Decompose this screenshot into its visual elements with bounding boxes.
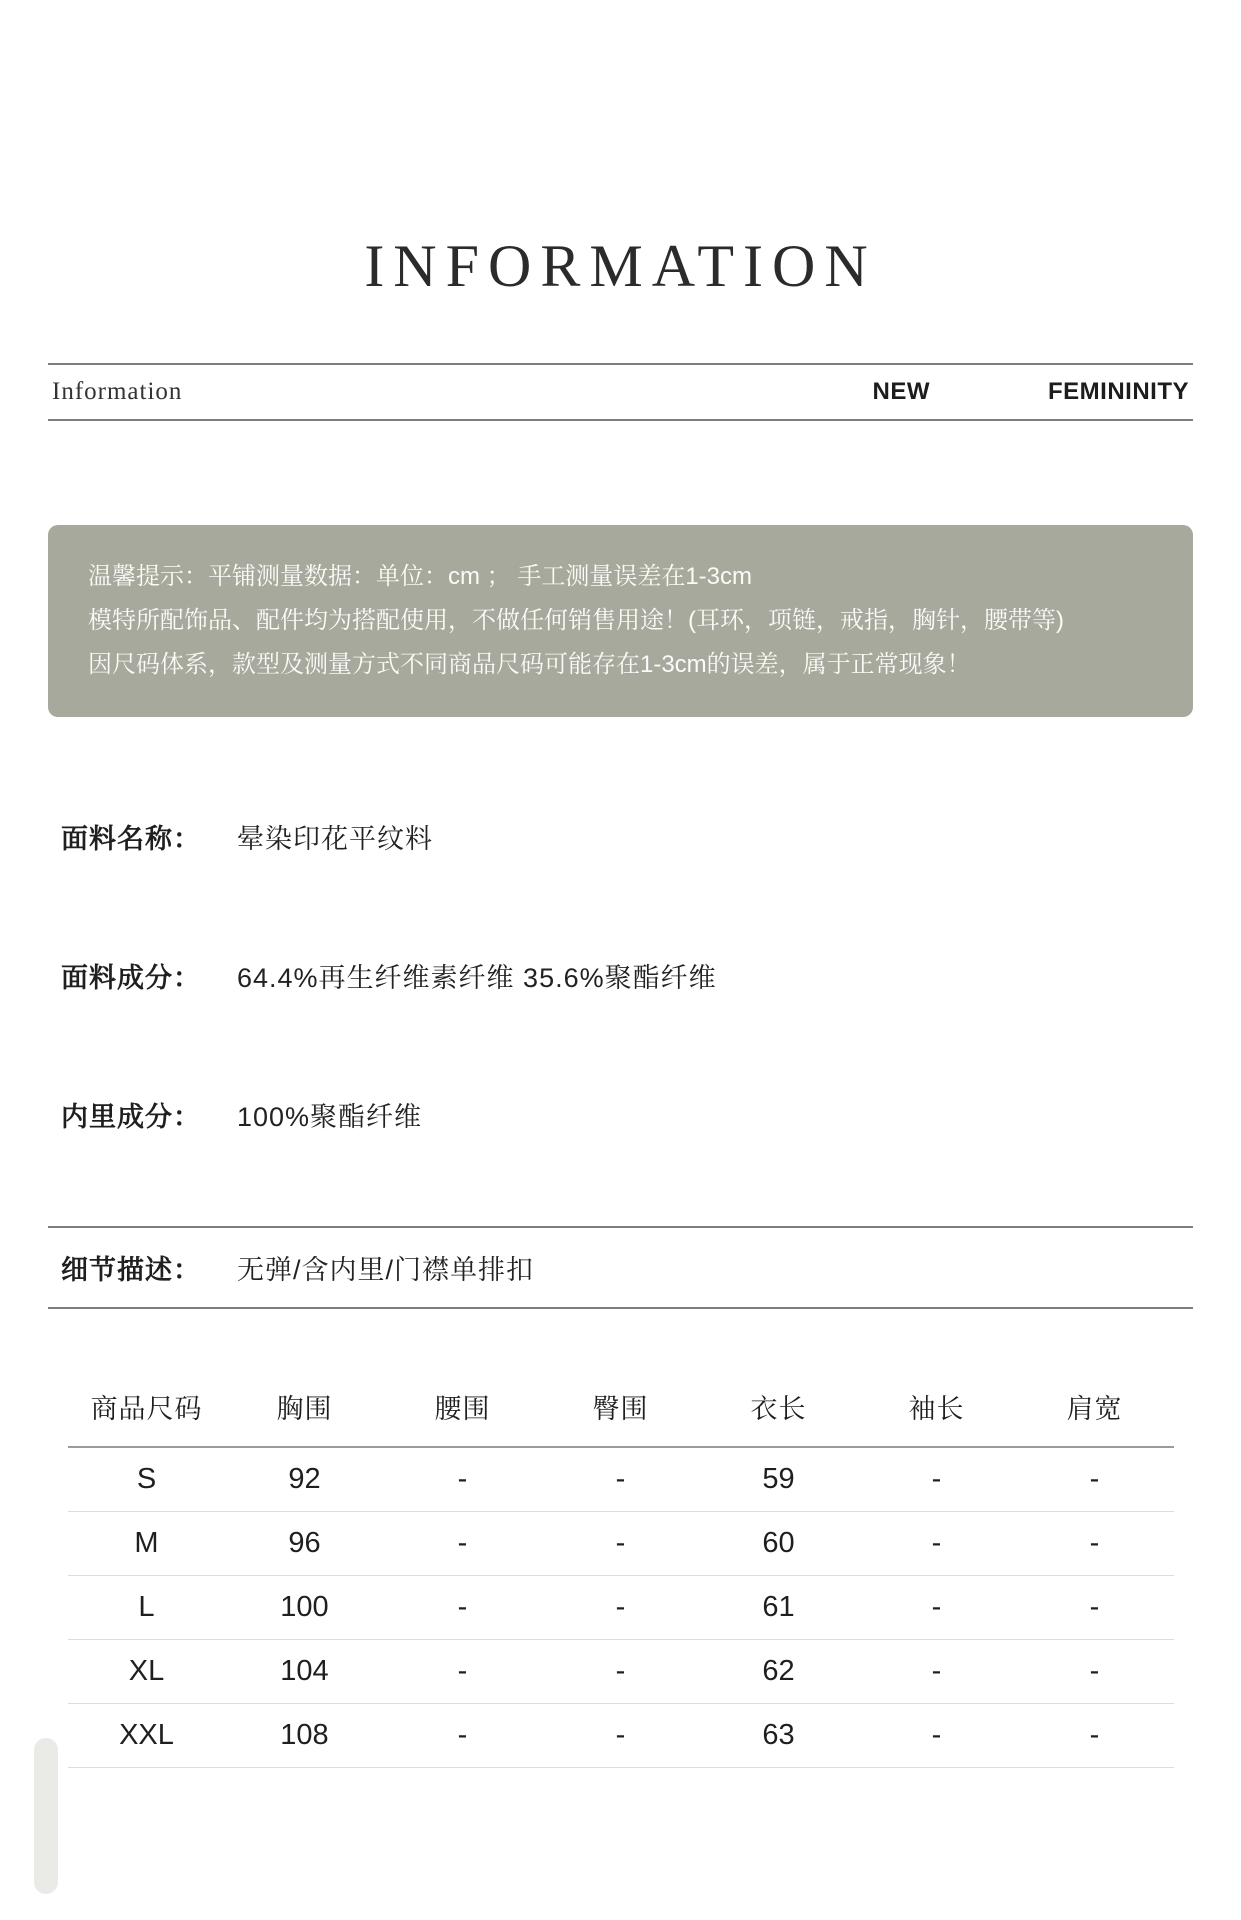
- table-cell: 60: [700, 1512, 858, 1576]
- table-cell: -: [384, 1640, 542, 1704]
- spec-label: 内里成分：: [61, 1102, 201, 1132]
- table-cell: -: [384, 1512, 542, 1576]
- table-cell: 63: [700, 1704, 858, 1768]
- table-cell: -: [542, 1576, 700, 1640]
- table-cell: 61: [700, 1576, 858, 1640]
- spec-value: 64.4%再生纤维素纤维 35.6%聚酯纤维: [237, 963, 717, 993]
- table-cell: -: [542, 1512, 700, 1576]
- table-cell: -: [858, 1576, 1016, 1640]
- table-cell: 96: [226, 1512, 384, 1576]
- table-cell: -: [1016, 1640, 1174, 1704]
- table-cell: 59: [700, 1447, 858, 1512]
- table-cell: M: [68, 1512, 226, 1576]
- header-cell-waist: 腰围: [384, 1373, 542, 1447]
- notice-line-3: 因尺码体系，款型及测量方式不同商品尺码可能存在1-3cm的误差，属于正常现象！: [88, 651, 971, 678]
- table-cell: S: [68, 1447, 226, 1512]
- table-row: [68, 1512, 1174, 1576]
- header-cell-bust: 胸围: [226, 1373, 384, 1447]
- subheader-bar: [48, 363, 1193, 421]
- header-cell-hip: 臀围: [542, 1373, 700, 1447]
- subheader-femininity-label: FEMININITY: [1048, 378, 1189, 405]
- notice-line-2: 模特所配饰品、配件均为搭配使用，不做任何销售用途！(耳环，项链，戒指，胸针，腰带等): [88, 607, 1064, 634]
- spec-row-fabric-name: [61, 817, 1241, 856]
- table-cell: -: [858, 1447, 1016, 1512]
- table-cell: -: [1016, 1704, 1174, 1768]
- detail-section: [48, 1226, 1193, 1309]
- header-row: [68, 1373, 1174, 1447]
- table-row: [68, 1447, 1174, 1512]
- table-cell: -: [384, 1576, 542, 1640]
- table-cell: -: [858, 1704, 1016, 1768]
- subheader-new-label: NEW: [872, 378, 930, 405]
- table-row: [68, 1704, 1174, 1768]
- table-cell: XL: [68, 1640, 226, 1704]
- size-table-header: [68, 1373, 1174, 1447]
- table-cell: -: [858, 1512, 1016, 1576]
- spec-label: 面料名称：: [61, 824, 201, 854]
- fabric-specs: [61, 817, 1241, 1134]
- size-table-body: [68, 1447, 1174, 1768]
- table-cell: 100: [226, 1576, 384, 1640]
- size-table: [68, 1373, 1174, 1768]
- table-cell: 104: [226, 1640, 384, 1704]
- header-cell-shoulder: 肩宽: [1016, 1373, 1174, 1447]
- table-cell: -: [384, 1704, 542, 1768]
- table-cell: -: [542, 1704, 700, 1768]
- notice-box: [48, 525, 1193, 717]
- spec-row-lining-composition: [61, 1095, 1241, 1134]
- header-cell-sleeve: 袖长: [858, 1373, 1016, 1447]
- table-row: [68, 1640, 1174, 1704]
- table-cell: -: [384, 1447, 542, 1512]
- subheader-right-group: [873, 378, 1190, 406]
- detail-label: 细节描述：: [61, 1255, 201, 1285]
- table-cell: 62: [700, 1640, 858, 1704]
- table-cell: -: [858, 1640, 1016, 1704]
- table-cell: 92: [226, 1447, 384, 1512]
- table-cell: XXL: [68, 1704, 226, 1768]
- table-cell: 108: [226, 1704, 384, 1768]
- table-cell: -: [542, 1640, 700, 1704]
- table-cell: -: [1016, 1576, 1174, 1640]
- header-cell-length: 衣长: [700, 1373, 858, 1447]
- table-cell: -: [542, 1447, 700, 1512]
- table-cell: -: [1016, 1512, 1174, 1576]
- notice-line-1: 温馨提示：平铺测量数据：单位：cm ； 手工测量误差在1-3cm: [88, 563, 753, 590]
- spec-value: 100%聚酯纤维: [237, 1102, 423, 1132]
- page-title: INFORMATION: [364, 233, 877, 299]
- spec-label: 面料成分：: [61, 963, 201, 993]
- subheader-information-label: Information: [52, 378, 183, 405]
- header-cell-size: 商品尺码: [68, 1373, 226, 1447]
- spec-value: 晕染印花平纹料: [237, 824, 433, 854]
- table-row: [68, 1576, 1174, 1640]
- spec-row-fabric-composition: [61, 956, 1241, 995]
- table-cell: L: [68, 1576, 226, 1640]
- detail-value: 无弹/含内里/门襟单排扣: [237, 1255, 535, 1285]
- table-cell: -: [1016, 1447, 1174, 1512]
- decorative-edge-bar: [34, 1738, 58, 1894]
